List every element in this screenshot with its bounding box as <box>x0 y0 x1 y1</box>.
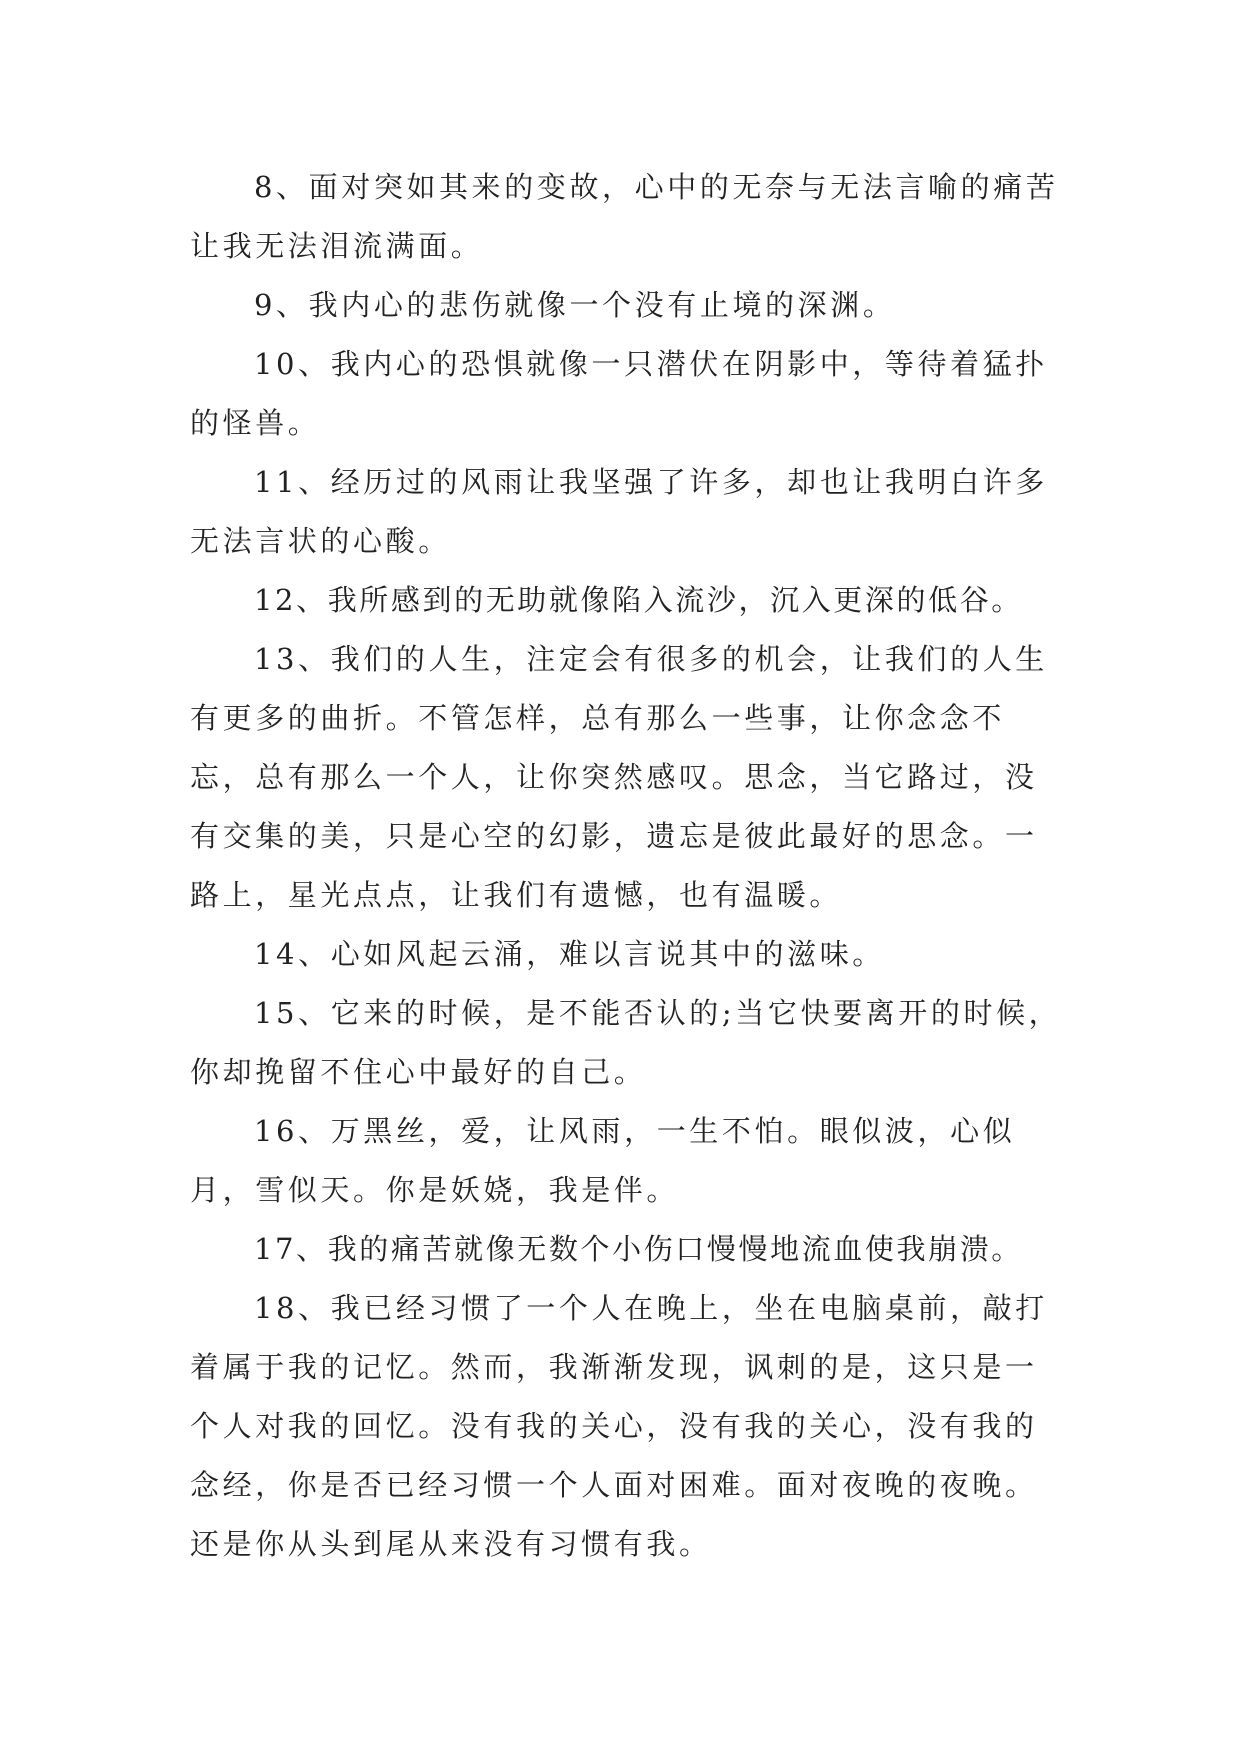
paragraph-13: 13、我们的人生，注定会有很多的机会，让我们的人生有更多的曲折。不管怎样，总有那么一些事，让你念念不忘，总有那么一个人，让你突然感叹。思念，当它路过，没有交集的美，只是心空的幻影，遗忘是彼此最好的思念。一路上，星光点点，让我们有遗憾，也有温暖。 <box>190 642 1048 912</box>
paragraph-11: 11、经历过的风雨让我坚强了许多，却也让我明白许多无法言状的心酸。 <box>190 465 1048 558</box>
paragraph-17: 17、我的痛苦就像无数个小伤口慢慢地流血使我崩溃。 <box>254 1232 1023 1266</box>
paragraph-10: 10、我内心的恐惧就像一只潜伏在阴影中，等待着猛扑的怪兽。 <box>190 347 1048 440</box>
paragraph-16: 16、万黑丝，爱，让风雨，一生不怕。眼似波，心似月，雪似天。你是妖娆，我是伴。 <box>190 1114 1016 1207</box>
paragraph-8: 8、面对突如其来的变故，心中的无奈与无法言喻的痛苦让我无法泪流满面。 <box>190 170 1059 263</box>
paragraph-14: 14、心如风起云涌，难以言说其中的滋味。 <box>254 937 885 971</box>
paragraph-12: 12、我所感到的无助就像陷入流沙，沉入更深的低谷。 <box>254 583 1023 617</box>
document-body <box>190 158 1070 1574</box>
paragraph-9: 9、我内心的悲伤就像一个没有止境的深渊。 <box>254 288 896 322</box>
paragraph-18: 18、我已经习惯了一个人在晚上，坐在电脑桌前，敲打着属于我的记忆。然而，我渐渐发现，讽刺的是，这只是一个人对我的回忆。没有我的关心，没有我的关心，没有我的念经，你是否已经习惯一个人面对困难。面对夜晚的夜晚。还是你从头到尾从来没有习惯有我。 <box>190 1291 1048 1561</box>
paragraph-15: 15、它来的时候，是不能否认的;当它快要离开的时候，你却挽留不住心中最好的自己。 <box>190 996 1062 1089</box>
